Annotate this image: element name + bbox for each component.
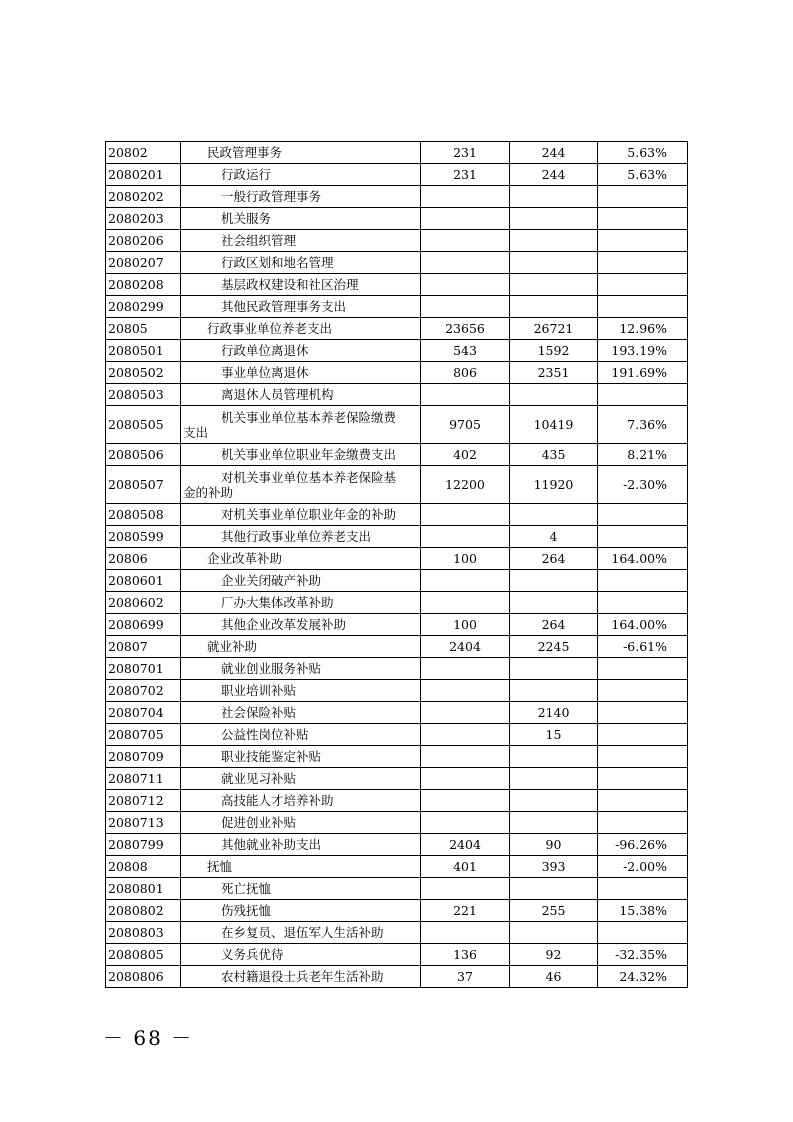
change-percent-cell: -2.30% (598, 466, 688, 504)
value-2-cell: 90 (510, 834, 598, 856)
subject-code-cell: 2080201 (106, 164, 181, 186)
value-2-cell: 2140 (510, 702, 598, 724)
subject-name-cell: 义务兵优待 (181, 944, 421, 966)
value-2-cell: 2351 (510, 362, 598, 384)
value-2-cell: 2245 (510, 636, 598, 658)
subject-code-cell: 2080701 (106, 658, 181, 680)
subject-name-cell: 行政区划和地名管理 (181, 252, 421, 274)
change-percent-cell (598, 384, 688, 406)
subject-name-cell: 死亡抚恤 (181, 878, 421, 900)
subject-code-cell: 2080799 (106, 834, 181, 856)
value-2-cell (510, 384, 598, 406)
change-percent-cell: 5.63% (598, 164, 688, 186)
value-1-cell: 100 (421, 548, 510, 570)
change-percent-cell: 7.36% (598, 406, 688, 444)
change-percent-cell (598, 526, 688, 548)
subject-name-cell: 促进创业补贴 (181, 812, 421, 834)
subject-name-line2: 支出 (183, 424, 209, 440)
change-percent-cell: 191.69% (598, 362, 688, 384)
subject-name-cell (181, 406, 421, 444)
subject-code-cell: 2080503 (106, 384, 181, 406)
value-1-cell: 543 (421, 340, 510, 362)
table-row (106, 296, 688, 318)
budget-table-body (106, 142, 688, 988)
table-row (106, 208, 688, 230)
subject-code-cell: 2080502 (106, 362, 181, 384)
subject-code-cell: 2080713 (106, 812, 181, 834)
value-2-cell (510, 274, 598, 296)
change-percent-cell (598, 252, 688, 274)
subject-name-cell: 民政管理事务 (181, 142, 421, 164)
table-row (106, 680, 688, 702)
change-percent-cell (598, 790, 688, 812)
subject-name-cell: 厂办大集体改革补助 (181, 592, 421, 614)
value-2-cell: 92 (510, 944, 598, 966)
change-percent-cell: 164.00% (598, 548, 688, 570)
table-row (106, 790, 688, 812)
value-1-cell (421, 746, 510, 768)
table-row (106, 878, 688, 900)
subject-name-cell: 伤残抚恤 (181, 900, 421, 922)
subject-code-cell: 20806 (106, 548, 181, 570)
value-1-cell: 23656 (421, 318, 510, 340)
change-percent-cell (598, 186, 688, 208)
value-1-cell (421, 296, 510, 318)
subject-code-cell: 2080601 (106, 570, 181, 592)
value-2-cell: 393 (510, 856, 598, 878)
value-2-cell (510, 570, 598, 592)
change-percent-cell (598, 922, 688, 944)
value-2-cell: 26721 (510, 318, 598, 340)
change-percent-cell (598, 658, 688, 680)
subject-code-cell: 2080702 (106, 680, 181, 702)
subject-name-cell: 一般行政管理事务 (181, 186, 421, 208)
subject-name-cell: 抚恤 (181, 856, 421, 878)
value-1-cell: 231 (421, 142, 510, 164)
change-percent-cell (598, 680, 688, 702)
subject-name-cell: 农村籍退役士兵老年生活补助 (181, 966, 421, 988)
subject-code-cell: 20808 (106, 856, 181, 878)
value-2-cell: 435 (510, 444, 598, 466)
value-2-cell (510, 746, 598, 768)
subject-code-cell: 20805 (106, 318, 181, 340)
value-2-cell (510, 680, 598, 702)
table-row (106, 164, 688, 186)
change-percent-cell (598, 274, 688, 296)
subject-name-cell: 事业单位离退休 (181, 362, 421, 384)
subject-name-cell: 对机关事业单位职业年金的补助 (181, 504, 421, 526)
value-1-cell (421, 526, 510, 548)
subject-code-cell: 20802 (106, 142, 181, 164)
value-2-cell: 255 (510, 900, 598, 922)
value-1-cell (421, 186, 510, 208)
change-percent-cell: 164.00% (598, 614, 688, 636)
value-1-cell (421, 702, 510, 724)
table-row (106, 900, 688, 922)
subject-name-cell: 就业见习补贴 (181, 768, 421, 790)
table-row (106, 570, 688, 592)
value-2-cell (510, 768, 598, 790)
change-percent-cell: -2.00% (598, 856, 688, 878)
table-row (106, 526, 688, 548)
subject-name-cell: 职业技能鉴定补贴 (181, 746, 421, 768)
change-percent-cell (598, 702, 688, 724)
value-1-cell (421, 812, 510, 834)
change-percent-cell (598, 592, 688, 614)
table-row (106, 636, 688, 658)
subject-code-cell: 2080805 (106, 944, 181, 966)
subject-name-cell: 企业关闭破产补助 (181, 570, 421, 592)
subject-code-cell: 2080802 (106, 900, 181, 922)
table-row (106, 548, 688, 570)
value-1-cell (421, 570, 510, 592)
table-row (106, 834, 688, 856)
subject-code-cell: 2080203 (106, 208, 181, 230)
table-row (106, 362, 688, 384)
value-1-cell (421, 658, 510, 680)
table-row (106, 922, 688, 944)
table-row (106, 406, 688, 444)
table-row (106, 230, 688, 252)
value-1-cell: 136 (421, 944, 510, 966)
subject-name-cell: 就业创业服务补贴 (181, 658, 421, 680)
table-row (106, 658, 688, 680)
subject-code-cell: 2080501 (106, 340, 181, 362)
table-row (106, 944, 688, 966)
change-percent-cell (598, 208, 688, 230)
value-1-cell (421, 922, 510, 944)
subject-name-cell: 职业培训补贴 (181, 680, 421, 702)
value-2-cell: 46 (510, 966, 598, 988)
change-percent-cell: 15.38% (598, 900, 688, 922)
value-2-cell (510, 296, 598, 318)
value-1-cell: 9705 (421, 406, 510, 444)
table-row (106, 966, 688, 988)
value-1-cell: 806 (421, 362, 510, 384)
subject-code-cell: 2080599 (106, 526, 181, 548)
value-1-cell (421, 790, 510, 812)
value-1-cell (421, 768, 510, 790)
value-2-cell: 10419 (510, 406, 598, 444)
change-percent-cell (598, 724, 688, 746)
subject-name-line2: 金的补助 (183, 484, 234, 500)
value-1-cell (421, 878, 510, 900)
value-1-cell (421, 592, 510, 614)
subject-code-cell: 2080507 (106, 466, 181, 504)
value-1-cell: 221 (421, 900, 510, 922)
value-1-cell: 2404 (421, 834, 510, 856)
subject-name-cell: 其他民政管理事务支出 (181, 296, 421, 318)
change-percent-cell: -32.35% (598, 944, 688, 966)
table-row (106, 444, 688, 466)
subject-name-cell: 社会组织管理 (181, 230, 421, 252)
table-row (106, 504, 688, 526)
subject-name-cell: 其他就业补助支出 (181, 834, 421, 856)
value-2-cell (510, 922, 598, 944)
subject-code-cell: 2080711 (106, 768, 181, 790)
table-row (106, 614, 688, 636)
subject-code-cell: 2080704 (106, 702, 181, 724)
change-percent-cell (598, 504, 688, 526)
subject-name-cell: 行政事业单位养老支出 (181, 318, 421, 340)
table-row (106, 856, 688, 878)
value-2-cell (510, 252, 598, 274)
change-percent-cell (598, 878, 688, 900)
table-row (106, 252, 688, 274)
subject-code-cell: 2080602 (106, 592, 181, 614)
subject-code-cell: 2080206 (106, 230, 181, 252)
change-percent-cell: 193.19% (598, 340, 688, 362)
value-1-cell: 12200 (421, 466, 510, 504)
change-percent-cell (598, 768, 688, 790)
subject-code-cell: 20807 (106, 636, 181, 658)
value-2-cell (510, 208, 598, 230)
value-2-cell: 1592 (510, 340, 598, 362)
value-2-cell (510, 812, 598, 834)
value-2-cell: 244 (510, 164, 598, 186)
subject-name-cell: 就业补助 (181, 636, 421, 658)
subject-code-cell: 2080508 (106, 504, 181, 526)
table-row (106, 340, 688, 362)
subject-name-cell: 行政单位离退休 (181, 340, 421, 362)
subject-name-cell: 公益性岗位补贴 (181, 724, 421, 746)
change-percent-cell: 5.63% (598, 142, 688, 164)
value-2-cell: 11920 (510, 466, 598, 504)
subject-code-cell: 2080208 (106, 274, 181, 296)
value-1-cell (421, 230, 510, 252)
subject-name-cell: 行政运行 (181, 164, 421, 186)
subject-code-cell: 2080506 (106, 444, 181, 466)
subject-code-cell: 2080207 (106, 252, 181, 274)
value-2-cell: 264 (510, 614, 598, 636)
subject-code-cell: 2080202 (106, 186, 181, 208)
subject-name-cell: 其他企业改革发展补助 (181, 614, 421, 636)
subject-code-cell: 2080803 (106, 922, 181, 944)
table-row (106, 318, 688, 340)
table-row (106, 186, 688, 208)
subject-code-cell: 2080801 (106, 878, 181, 900)
value-1-cell: 401 (421, 856, 510, 878)
value-2-cell (510, 592, 598, 614)
change-percent-cell: 12.96% (598, 318, 688, 340)
subject-name-cell (181, 466, 421, 504)
value-1-cell: 100 (421, 614, 510, 636)
subject-code-cell: 2080505 (106, 406, 181, 444)
subject-name-cell: 基层政权建设和社区治理 (181, 274, 421, 296)
table-row (106, 812, 688, 834)
change-percent-cell (598, 746, 688, 768)
value-2-cell (510, 658, 598, 680)
subject-code-cell: 2080699 (106, 614, 181, 636)
subject-name-cell: 高技能人才培养补助 (181, 790, 421, 812)
table-row (106, 702, 688, 724)
subject-code-cell: 2080705 (106, 724, 181, 746)
value-1-cell (421, 680, 510, 702)
subject-name-line1: 机关事业单位基本养老保险缴费 (221, 409, 397, 425)
value-1-cell: 2404 (421, 636, 510, 658)
subject-name-cell: 在乡复员、退伍军人生活补助 (181, 922, 421, 944)
subject-name-cell: 社会保险补贴 (181, 702, 421, 724)
value-2-cell: 4 (510, 526, 598, 548)
subject-name-cell: 离退休人员管理机构 (181, 384, 421, 406)
table-row (106, 592, 688, 614)
change-percent-cell: -6.61% (598, 636, 688, 658)
subject-name-line1: 对机关事业单位基本养老保险基 (221, 469, 397, 485)
subject-name-cell: 其他行政事业单位养老支出 (181, 526, 421, 548)
subject-name-cell: 企业改革补助 (181, 548, 421, 570)
table-row (106, 384, 688, 406)
value-1-cell (421, 252, 510, 274)
change-percent-cell (598, 296, 688, 318)
subject-code-cell: 2080299 (106, 296, 181, 318)
value-1-cell: 37 (421, 966, 510, 988)
value-1-cell (421, 274, 510, 296)
budget-table (105, 141, 688, 988)
change-percent-cell (598, 230, 688, 252)
value-1-cell: 231 (421, 164, 510, 186)
subject-name-cell: 机关事业单位职业年金缴费支出 (181, 444, 421, 466)
table-row (106, 768, 688, 790)
change-percent-cell: -96.26% (598, 834, 688, 856)
value-2-cell (510, 186, 598, 208)
page-number: － 68 － (103, 1026, 194, 1050)
value-2-cell (510, 878, 598, 900)
table-row (106, 274, 688, 296)
value-2-cell: 264 (510, 548, 598, 570)
value-2-cell (510, 504, 598, 526)
value-2-cell (510, 230, 598, 252)
value-2-cell (510, 790, 598, 812)
subject-code-cell: 2080806 (106, 966, 181, 988)
value-1-cell: 402 (421, 444, 510, 466)
value-1-cell (421, 724, 510, 746)
value-1-cell (421, 208, 510, 230)
value-2-cell: 244 (510, 142, 598, 164)
subject-code-cell: 2080712 (106, 790, 181, 812)
table-row (106, 724, 688, 746)
value-2-cell: 15 (510, 724, 598, 746)
change-percent-cell: 8.21% (598, 444, 688, 466)
value-1-cell (421, 504, 510, 526)
table-row (106, 746, 688, 768)
value-1-cell (421, 384, 510, 406)
subject-name-cell: 机关服务 (181, 208, 421, 230)
subject-code-cell: 2080709 (106, 746, 181, 768)
table-row (106, 142, 688, 164)
table-row (106, 466, 688, 504)
change-percent-cell (598, 570, 688, 592)
change-percent-cell: 24.32% (598, 966, 688, 988)
change-percent-cell (598, 812, 688, 834)
